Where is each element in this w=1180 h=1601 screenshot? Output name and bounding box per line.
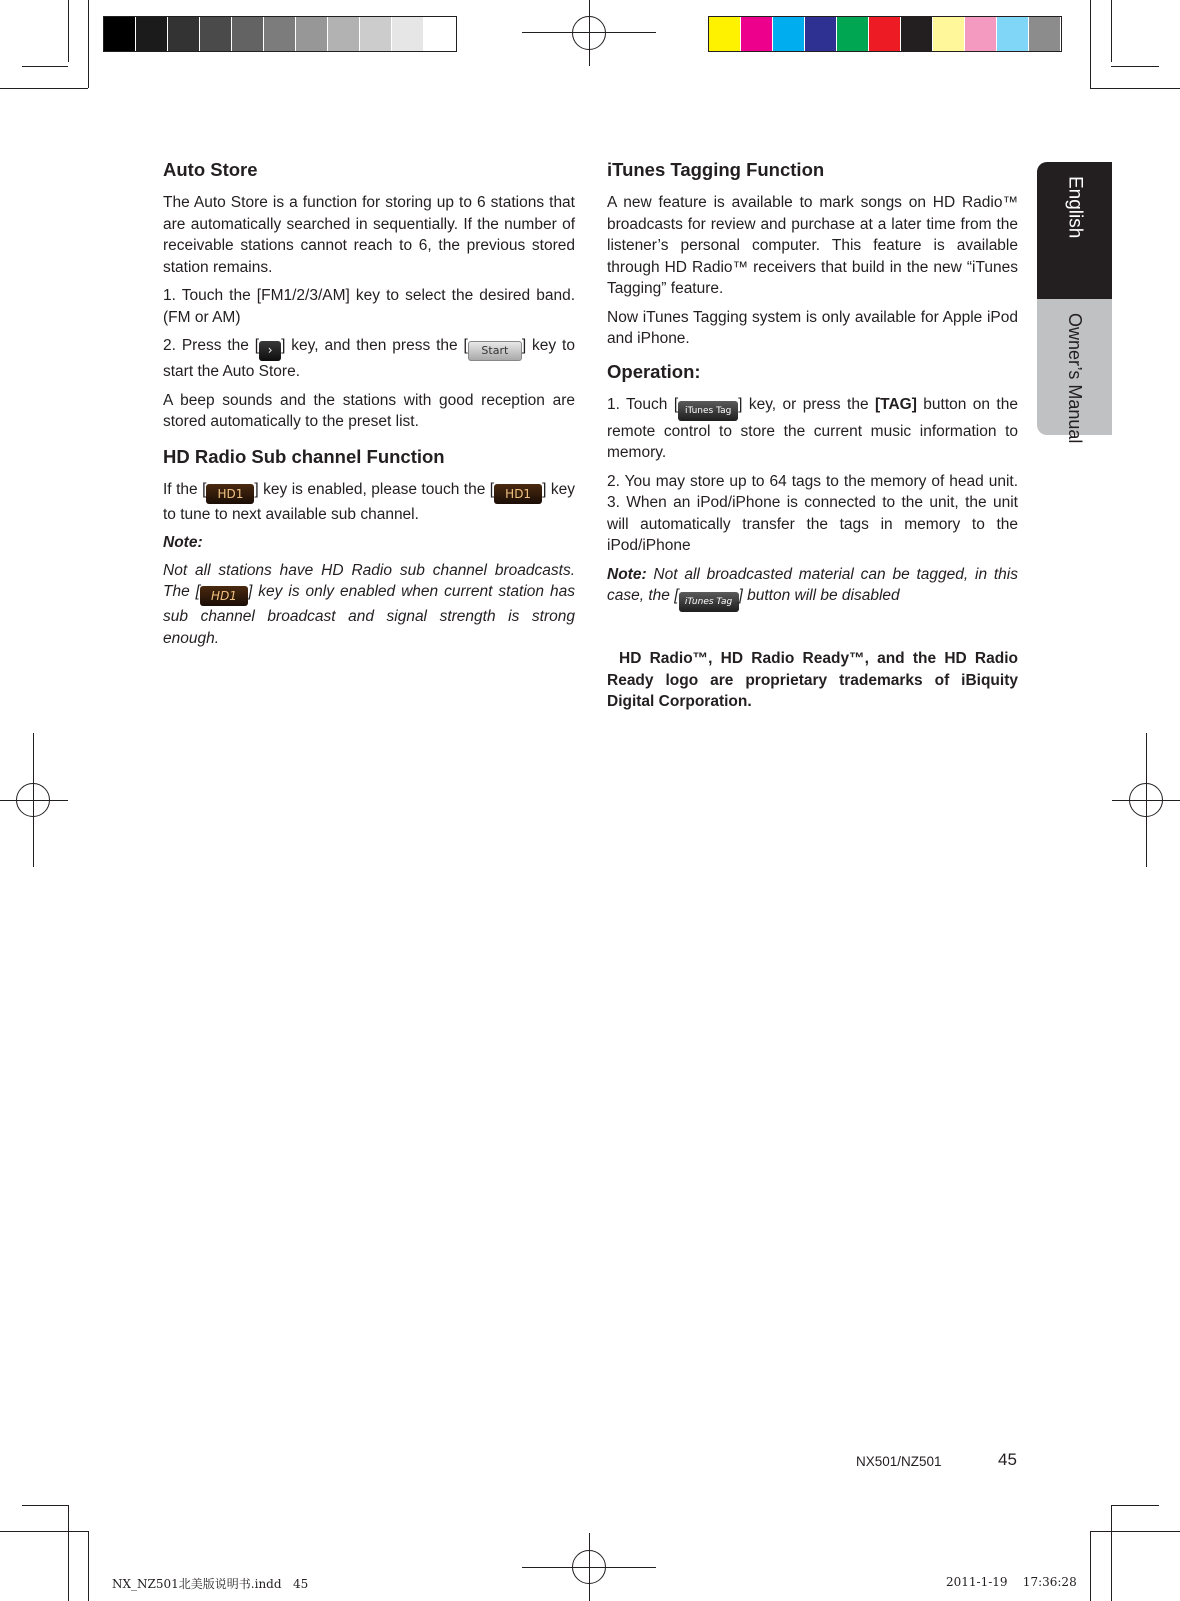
- process-swatch-1: [709, 17, 741, 51]
- auto-store-paragraph-1: The Auto Store is a function for storing up to 6 stations that are automatically searched in sequentially. If the number of receivable stations cannot reach to 6, the previous stored station remains.: [163, 194, 575, 276]
- process-swatch-8: [933, 17, 965, 51]
- hd-sub-channel-section: [163, 445, 575, 650]
- gray-swatch-3: [168, 17, 200, 51]
- auto-store-heading: Auto Store: [163, 159, 258, 180]
- hd-text-c: ] key to tune to next available sub channel.: [163, 480, 576, 523]
- trademark-notice: HD Radio™, HD Radio Ready™, and the HD Radio Ready logo are proprietary trademarks of iBiquity Digital Corporation.: [607, 650, 1018, 710]
- itunes-paragraph-2: Now iTunes Tagging system is only available for Apple iPod and iPhone.: [607, 308, 1018, 347]
- gray-swatch-6: [264, 17, 296, 51]
- auto-store-section: [163, 158, 575, 433]
- operation-step-1: [607, 394, 1018, 464]
- gray-swatch-7: [296, 17, 328, 51]
- process-swatch-11: [1029, 17, 1061, 51]
- hd-note-label: Note:: [163, 534, 203, 551]
- process-swatch-3: [773, 17, 805, 51]
- step-2-text-c: ] key to start the Auto Store.: [163, 337, 575, 380]
- step-2-text-a: 2. Press the [: [163, 337, 260, 354]
- process-swatch-10: [997, 17, 1029, 51]
- op-note-text-b: ] button will be disabled: [738, 587, 900, 604]
- itunes-tag-key-icon-2: iTunes Tag: [679, 592, 739, 612]
- gray-swatch-4: [200, 17, 232, 51]
- process-swatch-9: [965, 17, 997, 51]
- process-swatch-2: [741, 17, 773, 51]
- gray-swatch-5: [232, 17, 264, 51]
- hd1-key-icon-3: HD1: [200, 586, 248, 606]
- hd-sub-channel-paragraph: [163, 479, 575, 526]
- gray-swatch-9: [360, 17, 392, 51]
- next-key-icon: ›: [259, 341, 281, 361]
- slug-file-name: NX_NZ501北美版说明书.indd 45: [112, 1577, 309, 1591]
- language-tab-label: English: [1064, 176, 1086, 239]
- hd-note-text: [163, 560, 575, 650]
- operation-note-label: Note:: [607, 565, 647, 583]
- right-column: [607, 158, 1018, 720]
- hd-text-a: If the [: [163, 480, 207, 498]
- hd1-key-icon-2: HD1: [494, 484, 542, 504]
- process-swatch-5: [837, 17, 869, 51]
- hd-sub-channel-heading: HD Radio Sub channel Function: [163, 445, 445, 467]
- itunes-tagging-heading: iTunes Tagging Function: [607, 159, 825, 180]
- start-key-icon: Start: [468, 341, 522, 361]
- auto-store-paragraph-4: A beep sounds and the stations with good reception are stored automatically to the preset list.: [163, 391, 575, 430]
- step-2-text-b: ] key, and then press the [: [281, 337, 468, 354]
- op-text-a: 1. Touch [: [607, 395, 679, 413]
- gray-swatch-2: [136, 17, 168, 51]
- tag-button-label: [TAG]: [874, 395, 917, 413]
- op-text-c: button on the remote control to store the current music information to memory.: [607, 395, 1018, 461]
- gray-swatch-1: [104, 17, 136, 51]
- manual-tab-label: Owner’s Manual: [1065, 313, 1085, 444]
- itunes-tagging-section: [607, 158, 1018, 350]
- operation-note: [607, 564, 1018, 613]
- itunes-tag-key-icon: iTunes Tag: [678, 401, 738, 421]
- gray-swatch-10: [392, 17, 424, 51]
- operation-heading: Operation:: [607, 360, 701, 382]
- auto-store-step-2: [163, 335, 575, 383]
- op-note-text-a: Not all broadcasted material can be tagged, in this case, the [: [607, 565, 1018, 604]
- gray-swatch-8: [328, 17, 360, 51]
- left-column: [163, 158, 575, 656]
- process-swatch-7: [901, 17, 933, 51]
- operation-step-2: 2. You may store up to 64 tags to the memory of head unit. 3. When an iPod/iPhone is connected to the unit, the unit will automatically transfer the tags in memory to the iPod/iPhone: [607, 472, 1018, 554]
- hd-note-text-b: ] key is only enabled when current station has sub channel broadcast and signal strength is strong enough.: [163, 583, 575, 647]
- operation-section: [607, 360, 1018, 613]
- footer-model: NX501/NZ501: [856, 1454, 942, 1469]
- op-text-b: ] key, or press the: [738, 395, 875, 413]
- process-swatch-6: [869, 17, 901, 51]
- hd-text-b: ] key is enabled, please touch the [: [254, 480, 495, 498]
- auto-store-step-1: 1. Touch the [FM1/2/3/AM] key to select the desired band. (FM or AM): [163, 287, 575, 326]
- hd-note-text-a: Not all stations have HD Radio sub channel broadcasts. The [: [163, 561, 575, 600]
- slug-timestamp: 2011-1-19 17:36:28: [946, 1575, 1077, 1589]
- process-color-bar: [708, 16, 1062, 52]
- manual-tab: [1037, 299, 1112, 444]
- process-swatch-4: [805, 17, 837, 51]
- language-tab: [1037, 162, 1112, 299]
- gray-swatch-11: [424, 17, 456, 51]
- itunes-paragraph-1: A new feature is available to mark songs on HD Radio™ broadcasts for review and purchase at a later time from the listener’s personal computer. This feature is available through HD Radio™ receivers that build in the new “iTunes Tagging” feature.: [607, 194, 1018, 297]
- grayscale-color-bar: [103, 16, 457, 52]
- page-number: 45: [998, 1450, 1017, 1469]
- hd1-key-icon: HD1: [206, 484, 254, 504]
